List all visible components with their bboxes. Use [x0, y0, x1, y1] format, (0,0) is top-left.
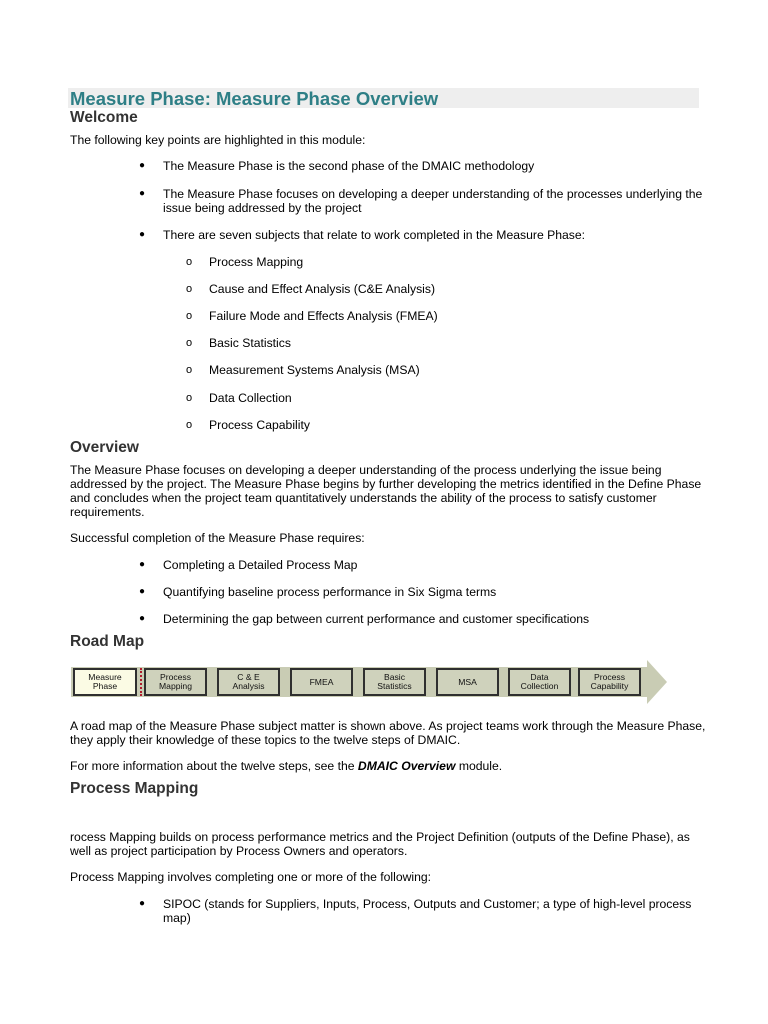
- circle-bullet-icon: o: [186, 283, 193, 295]
- process-mapping-heading: Process Mapping: [70, 780, 199, 797]
- page-title: Measure Phase: Measure Phase Overview: [70, 88, 439, 109]
- circle-bullet-icon: o: [186, 337, 193, 349]
- bullet-icon: ●: [139, 229, 146, 240]
- welcome-bullet-2: The Measure Phase focuses on developing a deeper understanding of the processes underlying the issue being addressed by the project: [163, 187, 703, 215]
- subject-item: Measurement Systems Analysis (MSA): [209, 363, 420, 377]
- overview-bullet-1: Completing a Detailed Process Map: [163, 558, 358, 572]
- roadmap-step-data-collection: Data Collection: [508, 668, 571, 696]
- bullet-icon: ●: [139, 559, 146, 570]
- circle-bullet-icon: o: [186, 419, 193, 431]
- bullet-icon: ●: [139, 898, 146, 909]
- subject-item: Failure Mode and Effects Analysis (FMEA): [209, 309, 438, 323]
- welcome-bullet-1: The Measure Phase is the second phase of the DMAIC methodology: [163, 159, 535, 173]
- circle-bullet-icon: o: [186, 364, 193, 376]
- roadmap-paragraph: A road map of the Measure Phase subject matter is shown above. As project teams work through the Measure Phase, they apply their knowledge of these topics to the twelve steps of DMAIC.: [70, 719, 706, 747]
- subject-item: Data Collection: [209, 391, 292, 405]
- welcome-heading: Welcome: [70, 109, 138, 126]
- roadmap-step-measure-phase: Measure Phase: [73, 668, 137, 696]
- bullet-icon: ●: [139, 586, 146, 597]
- roadmap-step-process-mapping: Process Mapping: [144, 668, 207, 696]
- roadmap-divider: [140, 668, 142, 696]
- roadmap-more-info: For more information about the twelve steps, see the DMAIC Overview module.: [70, 759, 503, 773]
- circle-bullet-icon: o: [186, 392, 193, 404]
- roadmap-graphic: [71, 660, 667, 704]
- roadmap-heading: Road Map: [70, 633, 145, 650]
- overview-heading: Overview: [70, 439, 139, 456]
- roadmap-step-basic-statistics: Basic Statistics: [363, 668, 426, 696]
- overview-bullet-2: Quantifying baseline process performance in Six Sigma terms: [163, 585, 497, 599]
- circle-bullet-icon: o: [186, 310, 193, 322]
- roadmap-arrow-icon: [647, 660, 667, 704]
- process-mapping-involves: Process Mapping involves completing one or more of the following:: [70, 870, 432, 884]
- dmaic-overview-link[interactable]: DMAIC Overview: [357, 759, 456, 773]
- roadmap-step-fmea: FMEA: [290, 668, 353, 696]
- overview-paragraph: The Measure Phase focuses on developing a deeper understanding of the process underlying the issue being addressed by the project. The Measure Phase begins by further developing the metrics identified in the Define Phase and concludes when the project team quantitatively understands the ability of the process to satisfy customer requirements.: [70, 463, 702, 519]
- roadmap-step-msa: MSA: [436, 668, 499, 696]
- process-mapping-paragraph: rocess Mapping builds on process performance metrics and the Project Definition (outputs of the Define Phase), as well as project participation by Process Owners and operators.: [70, 830, 690, 858]
- welcome-bullet-3: There are seven subjects that relate to work completed in the Measure Phase:: [163, 228, 586, 242]
- bullet-icon: ●: [139, 188, 146, 199]
- welcome-intro: The following key points are highlighted in this module:: [70, 133, 366, 147]
- roadmap-step-process-capability: Process Capability: [578, 668, 641, 696]
- process-mapping-bullet-1: SIPOC (stands for Suppliers, Inputs, Process, Outputs and Customer; a type of high-level process map): [163, 897, 692, 925]
- subject-item: Basic Statistics: [209, 336, 291, 350]
- overview-bullet-3: Determining the gap between current performance and customer specifications: [163, 612, 590, 626]
- overview-requires: Successful completion of the Measure Phase requires:: [70, 531, 365, 545]
- bullet-icon: ●: [139, 160, 146, 171]
- circle-bullet-icon: o: [186, 256, 193, 268]
- subject-item: Process Mapping: [209, 255, 304, 269]
- bullet-icon: ●: [139, 613, 146, 624]
- subject-item: Process Capability: [209, 418, 310, 432]
- subject-item: Cause and Effect Analysis (C&E Analysis): [209, 282, 436, 296]
- roadmap-step-ce-analysis: C & E Analysis: [217, 668, 280, 696]
